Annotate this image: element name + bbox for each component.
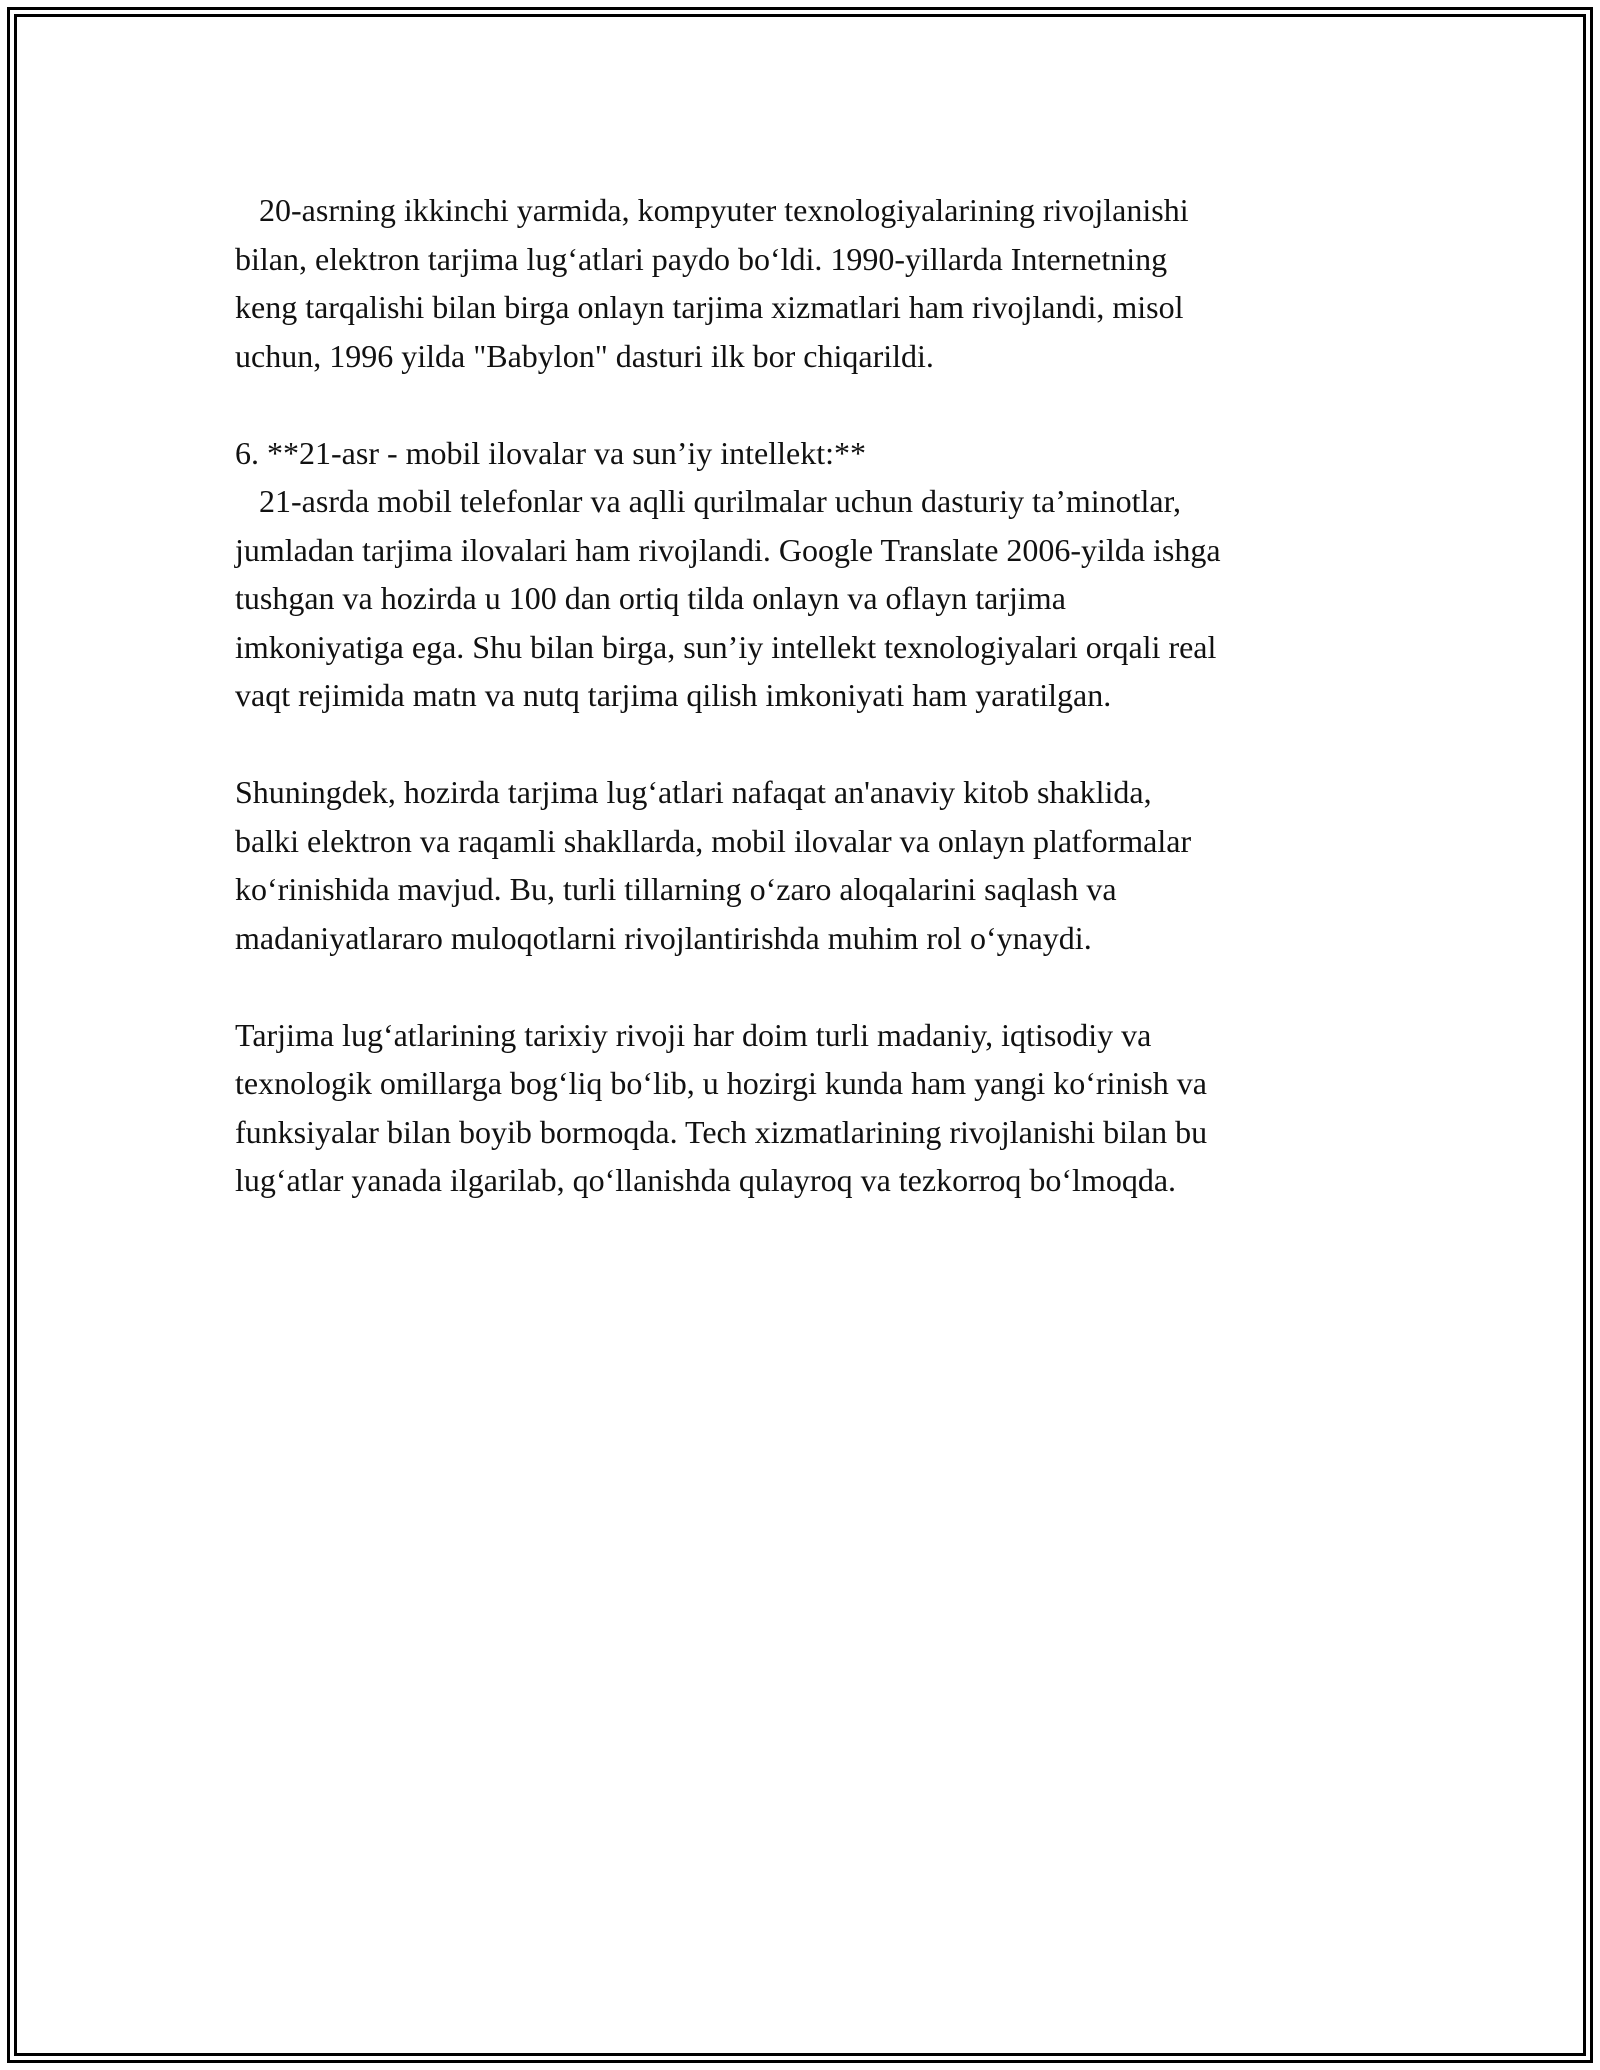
- text-line: 20-asrning ikkinchi yarmida, kompyuter texnologiyalarining rivojlanishi: [235, 192, 1189, 228]
- text-line: balki elektron va raqamli shakllarda, mobil ilovalar va onlayn platformalar: [235, 822, 1192, 859]
- text-line: Tarjima lug‘atlarining tarixiy rivoji har doim turli madaniy, iqtisodiy va: [235, 1016, 1152, 1053]
- text-line: imkoniyatiga ega. Shu bilan birga, sun’iy intellekt texnologiyalari orqali real: [235, 628, 1217, 665]
- paragraph-spacer: [235, 380, 1405, 429]
- text-line: vaqt rejimida matn va nutq tarjima qilish imkoniyati ham yaratilgan.: [235, 677, 1112, 713]
- text-line: lug‘atlar yanada ilgarilab, qo‘llanishda qulayroq va tezkorroq bo‘lmoqda.: [235, 1162, 1177, 1198]
- section-heading: 6. **21-asr - mobil ilovalar va sun’iy intellekt:**: [235, 434, 866, 471]
- text-line: keng tarqalishi bilan birga onlayn tarjima xizmatlari ham rivojlandi, misol: [235, 289, 1184, 325]
- paragraph-4: [235, 1011, 1405, 1205]
- text-line: texnologik omillarga bog‘liq bo‘lib, u hozirgi kunda ham yangi ko‘rinish va: [235, 1065, 1207, 1101]
- paragraph-spacer: [235, 962, 1405, 1011]
- text-line: madaniyatlararo muloqotlarni rivojlantirishda muhim rol o‘ynaydi.: [235, 919, 1092, 956]
- text-line: tushgan va hozirda u 100 dan ortiq tilda onlayn va oflayn tarjima: [235, 580, 1066, 616]
- paragraph-spacer: [235, 720, 1405, 769]
- text-line: funksiyalar bilan boyib bormoqda. Tech xizmatlarining rivojlanishi bilan bu: [235, 1113, 1208, 1150]
- text-line: uchun, 1996 yilda "Babylon" dasturi ilk bor chiqarildi.: [235, 337, 934, 374]
- paragraph-3: [235, 768, 1405, 962]
- paragraph-2: [235, 477, 1405, 720]
- text-line: ko‘rinishida mavjud. Bu, turli tillarning o‘zaro aloqalarini saqlash va: [235, 871, 1117, 907]
- text-line: 21-asrda mobil telefonlar va aqlli qurilmalar uchun dasturiy ta’minotlar,: [235, 483, 1181, 519]
- paragraph-1: [235, 186, 1405, 380]
- document-body: [235, 186, 1405, 1205]
- text-line: bilan, elektron tarjima lug‘atlari paydo bo‘ldi. 1990-yillarda Internetning: [235, 240, 1168, 277]
- text-line: Shuningdek, hozirda tarjima lug‘atlari nafaqat an'anaviy kitob shaklida,: [235, 774, 1152, 810]
- text-line: jumladan tarjima ilovalari ham rivojlandi. Google Translate 2006-yilda ishga: [235, 531, 1221, 568]
